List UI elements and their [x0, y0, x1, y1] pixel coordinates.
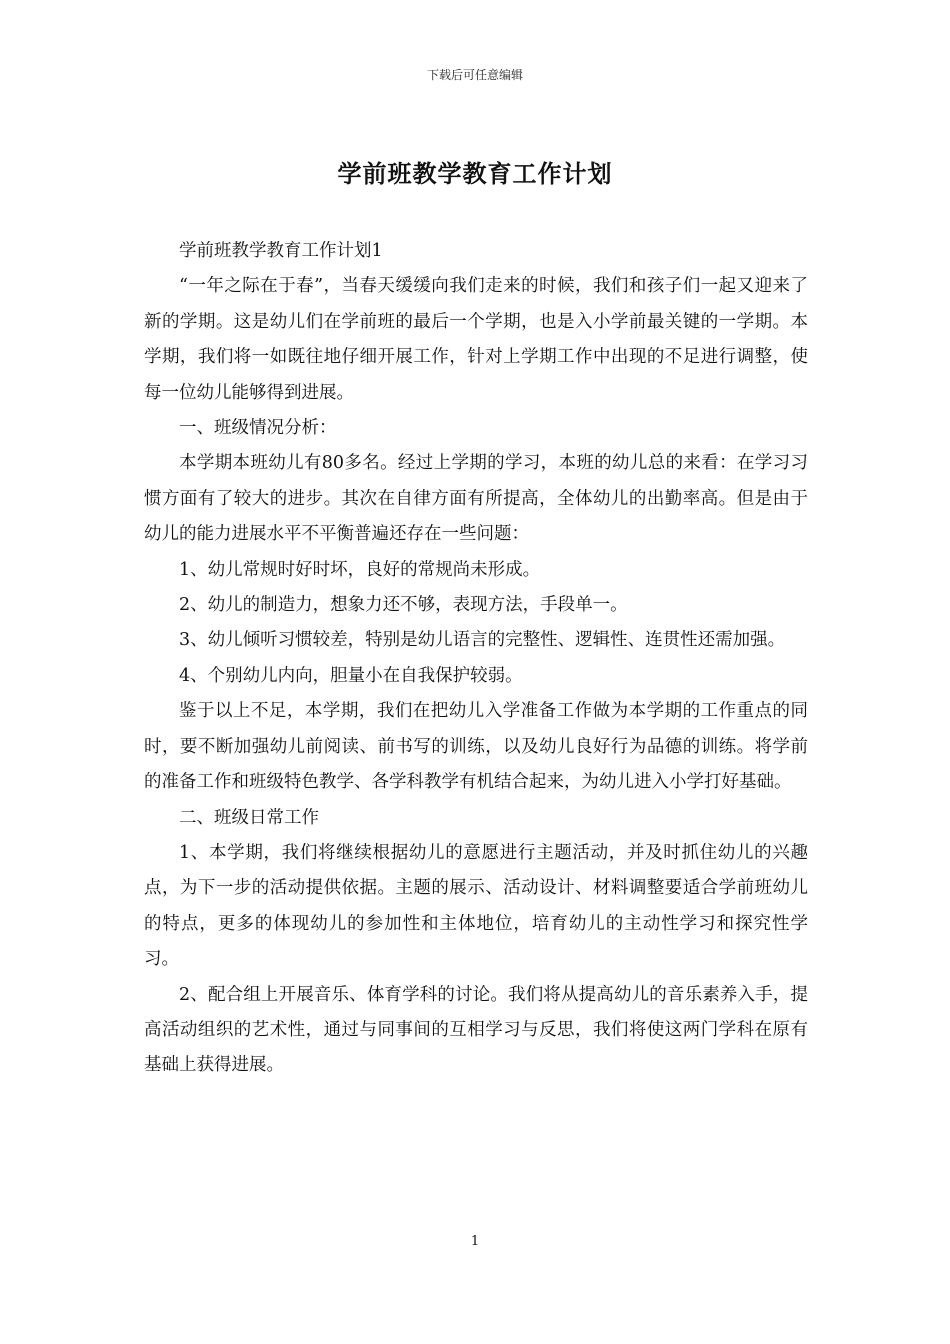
- document-body: [144, 234, 808, 1084]
- focus-paragraph: 鉴于以上不足，本学期，我们在把幼儿入学准备工作做为本学期的工作重点的同时，要不断加强幼儿前阅读、前书写的训练，以及幼儿良好行为品德的训练。将学前的准备工作和班级特色教学、各学科教学有机结合起来，为幼儿进入小学打好基础。: [144, 701, 808, 793]
- daily-work-item: 1、本学期，我们将继续根据幼儿的意愿进行主题活动，并及时抓住幼儿的兴趣点，为下一步的活动提供依据。主题的展示、活动设计、材料调整要适合学前班幼儿的特点，更多的体现幼儿的参加性和主体地位，培育幼儿的主动性学习和探究性学习。: [144, 842, 808, 970]
- document-title: 学前班教学教育工作计划: [337, 159, 613, 188]
- class-analysis-paragraph: 本学期本班幼儿有80多名。经过上学期的学习，本班的幼儿总的来看：在学习习惯方面有了较大的进步。其次在自律方面有所提高，全体幼儿的出勤率高。但是由于幼儿的能力进展水平不平衡普遍还存在一些问题：: [144, 453, 808, 545]
- section-heading-class-analysis: 一、班级情况分析：: [179, 418, 337, 439]
- header-note: 下载后可任意编辑: [426, 68, 523, 82]
- section-heading-daily-work: 二、班级日常工作: [179, 807, 319, 828]
- list-item: 2、幼儿的制造力，想象力还不够，表现方法，手段单一。: [179, 595, 628, 616]
- subtitle-paragraph: 学前班教学教育工作计划1: [179, 241, 383, 261]
- list-item: 3、幼儿倾听习惯较差，特别是幼儿语言的完整性、逻辑性、连贯性还需加强。: [179, 630, 786, 651]
- list-item: 4、个别幼儿内向，胆量小在自我保护较弱。: [179, 665, 523, 686]
- list-item: 1、幼儿常规时好时坏，良好的常规尚未形成。: [179, 559, 541, 580]
- page-number: 1: [470, 1234, 480, 1249]
- daily-work-item: 2、配合组上开展音乐、体育学科的讨论。我们将从提高幼儿的音乐素养入手，提高活动组织的艺术性，通过与同事间的互相学习与反思，我们将使这两门学科在原有基础上获得进展。: [144, 984, 808, 1076]
- intro-paragraph: “一年之际在于春”，当春天缓缓向我们走来的时候，我们和孩子们一起又迎来了新的学期。这是幼儿们在学前班的最后一个学期，也是入小学前最关键的一学期。本学期，我们将一如既往地仔细开展工作，针对上学期工作中出现的不足进行调整，使每一位幼儿能够得到进展。: [144, 276, 808, 403]
